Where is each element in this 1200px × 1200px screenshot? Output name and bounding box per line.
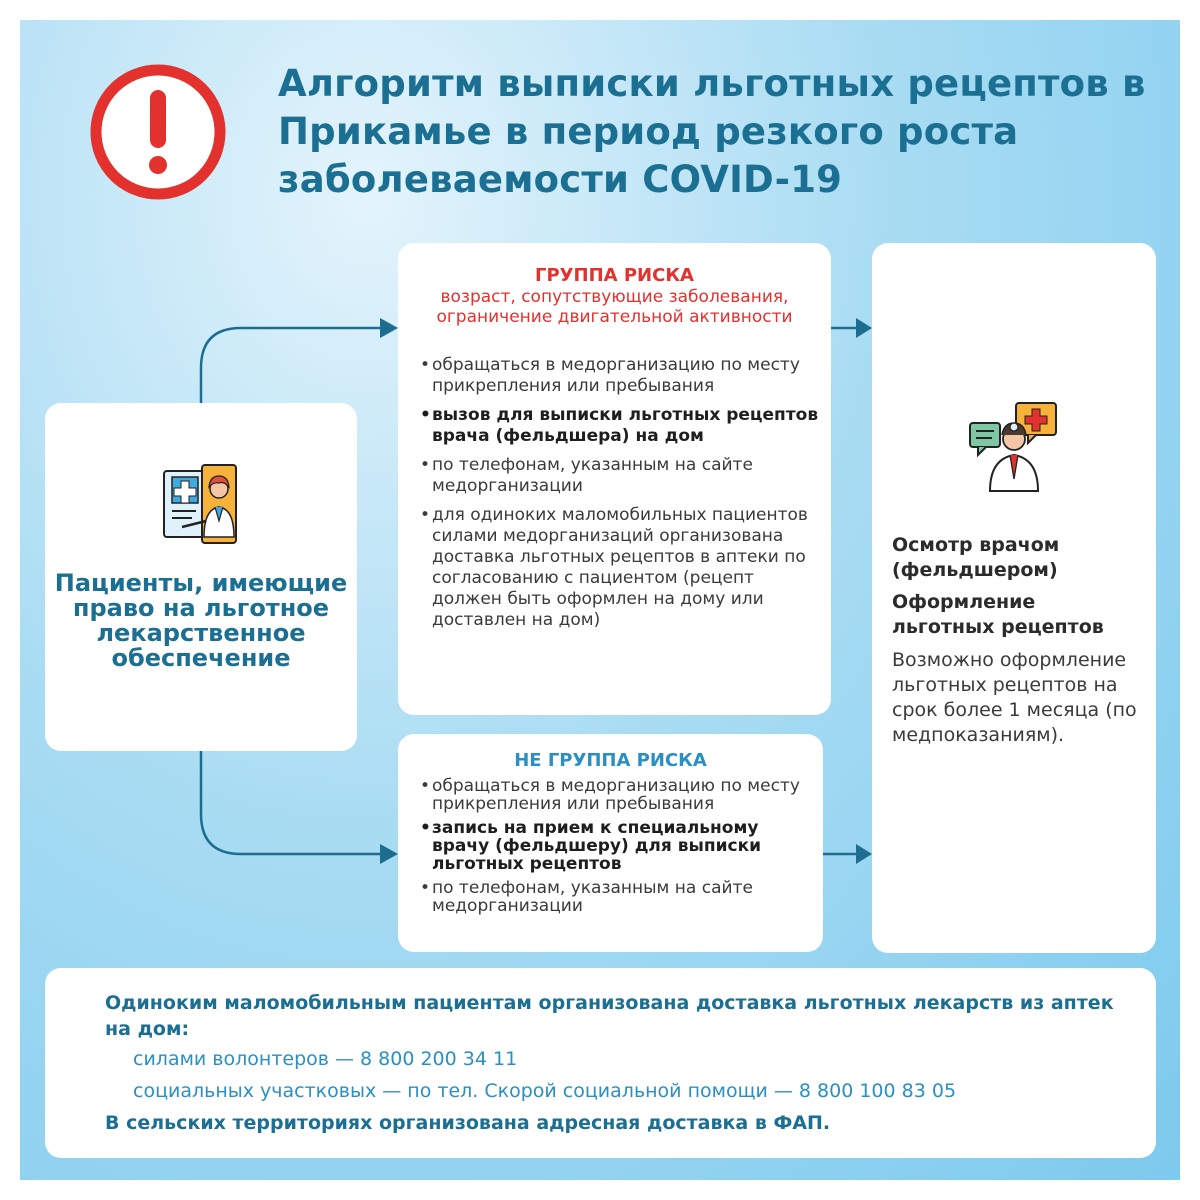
volunteer-phone: силами волонтеров — 8 800 200 34 11 bbox=[133, 1048, 518, 1070]
risk-group-list bbox=[420, 355, 820, 639]
non-risk-group-list bbox=[420, 777, 815, 921]
doctor-presentation-icon bbox=[162, 461, 240, 545]
list-item: • вызов для выписки льготных рецептов врача (фельдшера) на дом bbox=[420, 405, 820, 447]
doctor-exam-label: Осмотр врачом (фельдшером) bbox=[892, 534, 1060, 581]
rural-delivery-note: В сельских территориях организована адресная доставка в ФАП. bbox=[105, 1112, 831, 1134]
non-risk-group-box bbox=[398, 734, 823, 952]
patients-label: Пациенты, имеющие право на льготное лекарственное обеспечение bbox=[54, 569, 348, 672]
prescription-label: Оформление льготных рецептов bbox=[892, 591, 1104, 638]
list-item: • по телефонам, указанным на сайте медорганизации bbox=[420, 455, 820, 497]
list-item: • обращаться в медорганизацию по месту прикрепления или пребывания bbox=[420, 355, 820, 397]
page-title: Алгоритм выписки льготных рецептов в Прикамье в период резкого роста заболеваемости COVID-19 bbox=[278, 62, 1146, 201]
risk-group-subtitle: возраст, сопутствующие заболевания, ограничение двигательной активности bbox=[436, 287, 793, 327]
risk-group-title: ГРУППА РИСКА bbox=[535, 265, 694, 286]
list-item: • по телефонам, указанным на сайте медорганизации bbox=[420, 879, 815, 915]
prescription-note: Возможно оформление льготных рецептов на срок более 1 месяца (по медпоказаниям). bbox=[892, 649, 1137, 746]
doctor-box bbox=[872, 243, 1156, 953]
delivery-heading: Одиноким маломобильным пациентам организована доставка льготных лекарств из аптек на дом: bbox=[105, 992, 1114, 1040]
risk-group-box bbox=[398, 243, 831, 715]
non-risk-group-title: НЕ ГРУППА РИСКА bbox=[514, 750, 707, 771]
list-item: • для одиноких маломобильных пациентов силами медорганизаций организована доставка льготных рецептов в аптеки по согласованию с пациентом (рецепт должен быть оформлен на дому или доставлен на дом) bbox=[420, 505, 820, 631]
list-item: • обращаться в медорганизацию по месту прикрепления или пребывания bbox=[420, 777, 815, 813]
social-service-phone: социальных участковых — по тел. Скорой социальной помощи — 8 800 100 83 05 bbox=[133, 1080, 957, 1102]
doctor-consultation-icon bbox=[968, 401, 1060, 493]
list-item: • запись на прием к специальному врачу (фельдшеру) для выписки льготных рецептов bbox=[420, 819, 815, 873]
delivery-info-box bbox=[45, 968, 1156, 1158]
patients-box bbox=[45, 403, 357, 751]
exclamation-alert-icon bbox=[88, 62, 228, 202]
